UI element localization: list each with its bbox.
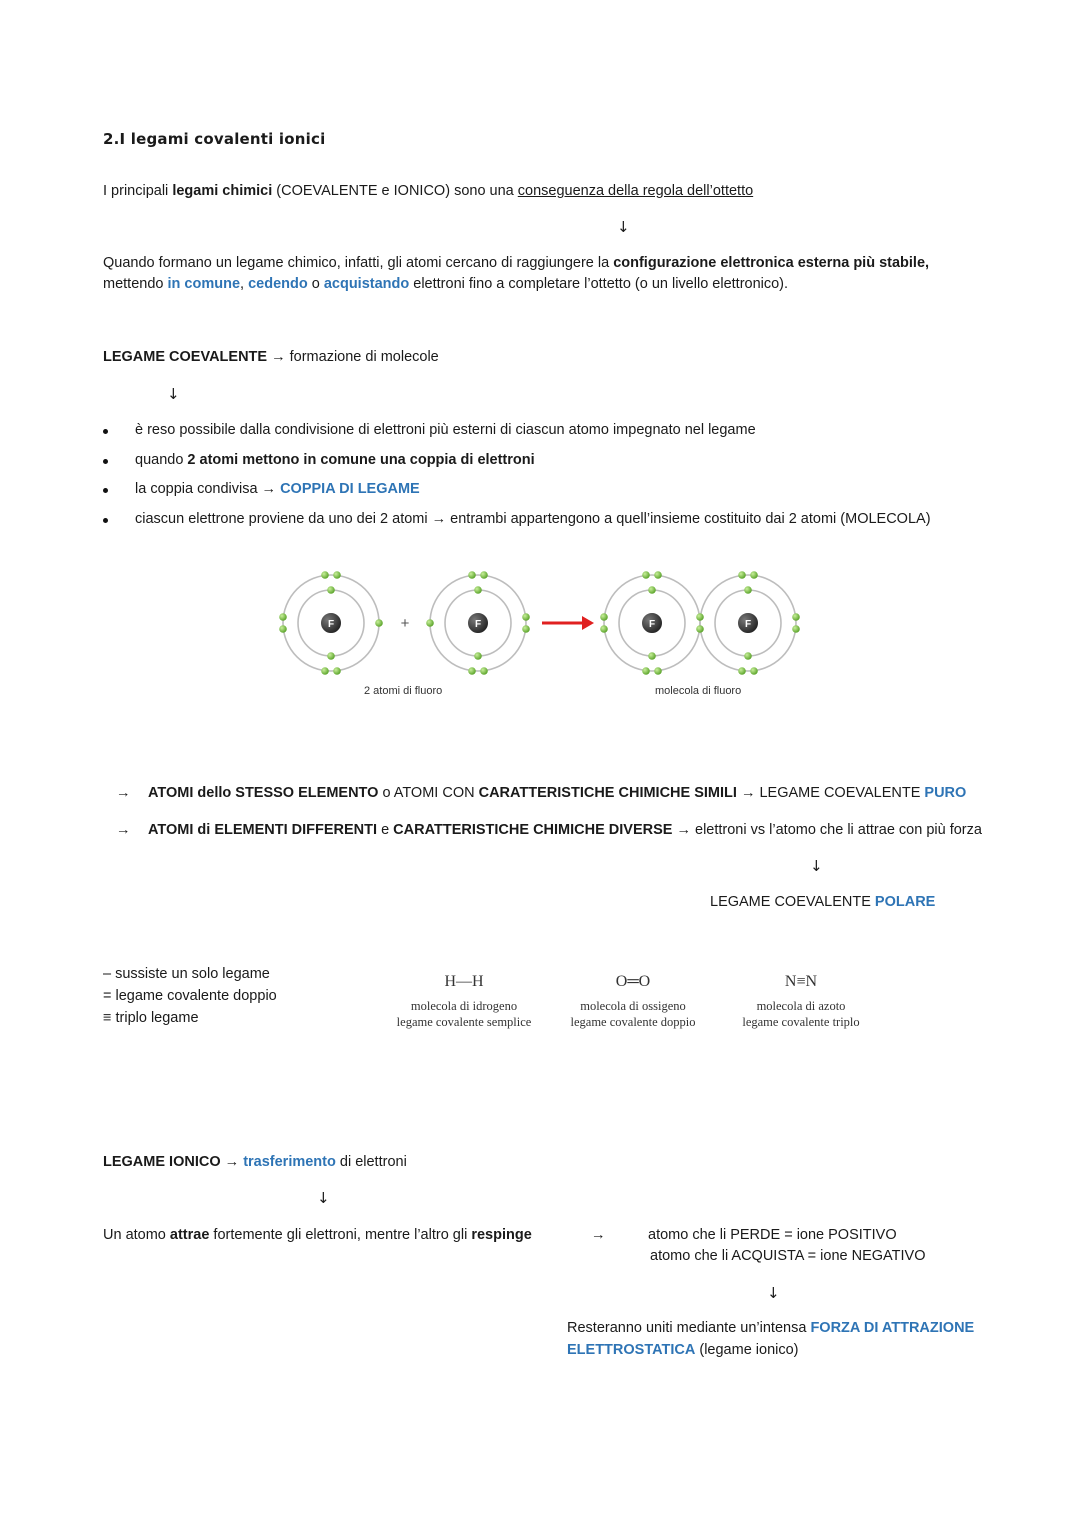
intro-line-3: mettendo in comune, cedendo o acquistando elettroni fino a completare l’ottetto (o un livello elettronico).: [103, 276, 789, 292]
nucleus-label: F: [744, 619, 752, 630]
legend-double: = legame covalente doppio: [103, 988, 277, 1004]
reaction-arrow-icon: [542, 616, 594, 630]
legend-triple: ≡ triplo legame: [103, 1010, 199, 1026]
positive-ion-line: atomo che li PERDE = ione POSITIVO: [648, 1227, 897, 1243]
formula-nitrogen: N≡N: [784, 973, 818, 990]
nucleus-label: F: [474, 619, 482, 630]
ionic-arrow: ↓: [317, 1189, 330, 1207]
nucleus-label: F: [648, 619, 656, 630]
formula-hydrogen: H—H: [444, 973, 484, 990]
type-arrow: →: [116, 822, 131, 838]
name-nitrogen: molecola di azoto: [756, 999, 846, 1013]
type-nitrogen: legame covalente triplo: [742, 1015, 860, 1029]
bullet-dot: [103, 459, 108, 464]
type-arrow: →: [116, 785, 131, 801]
caption-two-atoms: 2 atomi di fluoro: [364, 685, 443, 697]
ionic-right-arrow: →: [591, 1227, 606, 1243]
ionic-conclusion-2: ELETTROSTATICA (legame ionico): [567, 1342, 799, 1358]
covalent-heading: LEGAME COEVALENTE → formazione di molecole: [103, 349, 439, 365]
intro-arrow: ↓: [617, 218, 630, 236]
polar-bond-label: LEGAME COEVALENTE POLARE: [710, 894, 936, 910]
type-oxygen: legame covalente doppio: [570, 1015, 696, 1029]
bullet-dot: [103, 488, 108, 493]
intro-line-1: I principali legami chimici (COEVALENTE e IONICO) sono una conseguenza della regola dell’ottetto: [103, 183, 754, 199]
covalent-bullet-4: ciascun elettrone proviene da uno dei 2 atomi → entrambi appartengono a quell’insieme costituito dai 2 atomi (MOLECOLA): [135, 511, 931, 527]
fluorine-molecule: [600, 571, 800, 675]
covalent-bullet-3: la coppia condivisa → COPPIA DI LEGAME: [135, 481, 420, 497]
name-oxygen: molecola di ossigeno: [580, 999, 686, 1013]
name-hydrogen: molecola di idrogeno: [410, 999, 518, 1013]
ionic-down-arrow: ↓: [767, 1284, 780, 1302]
polar-bond-line: ATOMI di ELEMENTI DIFFERENTI e CARATTERISTICHE CHIMICHE DIVERSE → elettroni vs l’atomo che li attrae con più forza: [148, 822, 982, 838]
bullet-dot: [103, 518, 108, 523]
ionic-heading: LEGAME IONICO → trasferimento di elettroni: [103, 1154, 407, 1170]
ionic-description: Un atomo attrae fortemente gli elettroni, mentre l’altro gli respinge: [103, 1227, 532, 1243]
negative-ion-line: atomo che li ACQUISTA = ione NEGATIVO: [650, 1248, 926, 1264]
plus-sign: +: [400, 615, 410, 632]
fluorine-atom-right: [426, 571, 530, 675]
covalent-bullet-2: quando 2 atomi mettono in comune una coppia di elettroni: [135, 452, 535, 468]
formula-oxygen: O═O: [615, 973, 651, 990]
caption-molecule: molecola di fluoro: [655, 685, 742, 697]
nucleus-label: F: [327, 619, 335, 630]
type-hydrogen: legame covalente semplice: [396, 1015, 532, 1029]
bullet-dot: [103, 429, 108, 434]
section-title: 2.I legami covalenti ionici: [103, 130, 326, 148]
fluorine-atom-left: [279, 571, 383, 675]
pure-bond-line: ATOMI dello STESSO ELEMENTO o ATOMI CON CARATTERISTICHE CHIMICHE SIMILI → LEGAME COEVALENTE PURO: [148, 785, 967, 801]
legend-single: – sussiste un solo legame: [103, 966, 270, 982]
polar-arrow: ↓: [810, 857, 823, 875]
ionic-conclusion-1: Resteranno uniti mediante un’intensa FORZA DI ATTRAZIONE: [567, 1320, 975, 1336]
fluorine-bond-figure: [270, 565, 810, 685]
covalent-arrow: ↓: [167, 385, 180, 403]
intro-line-2: Quando formano un legame chimico, infatti, gli atomi cercano di raggiungere la configurazione elettronica esterna più stabile,: [103, 255, 930, 271]
covalent-bullet-1: è reso possibile dalla condivisione di elettroni più esterni di ciascun atomo impegnato nel legame: [135, 422, 756, 438]
